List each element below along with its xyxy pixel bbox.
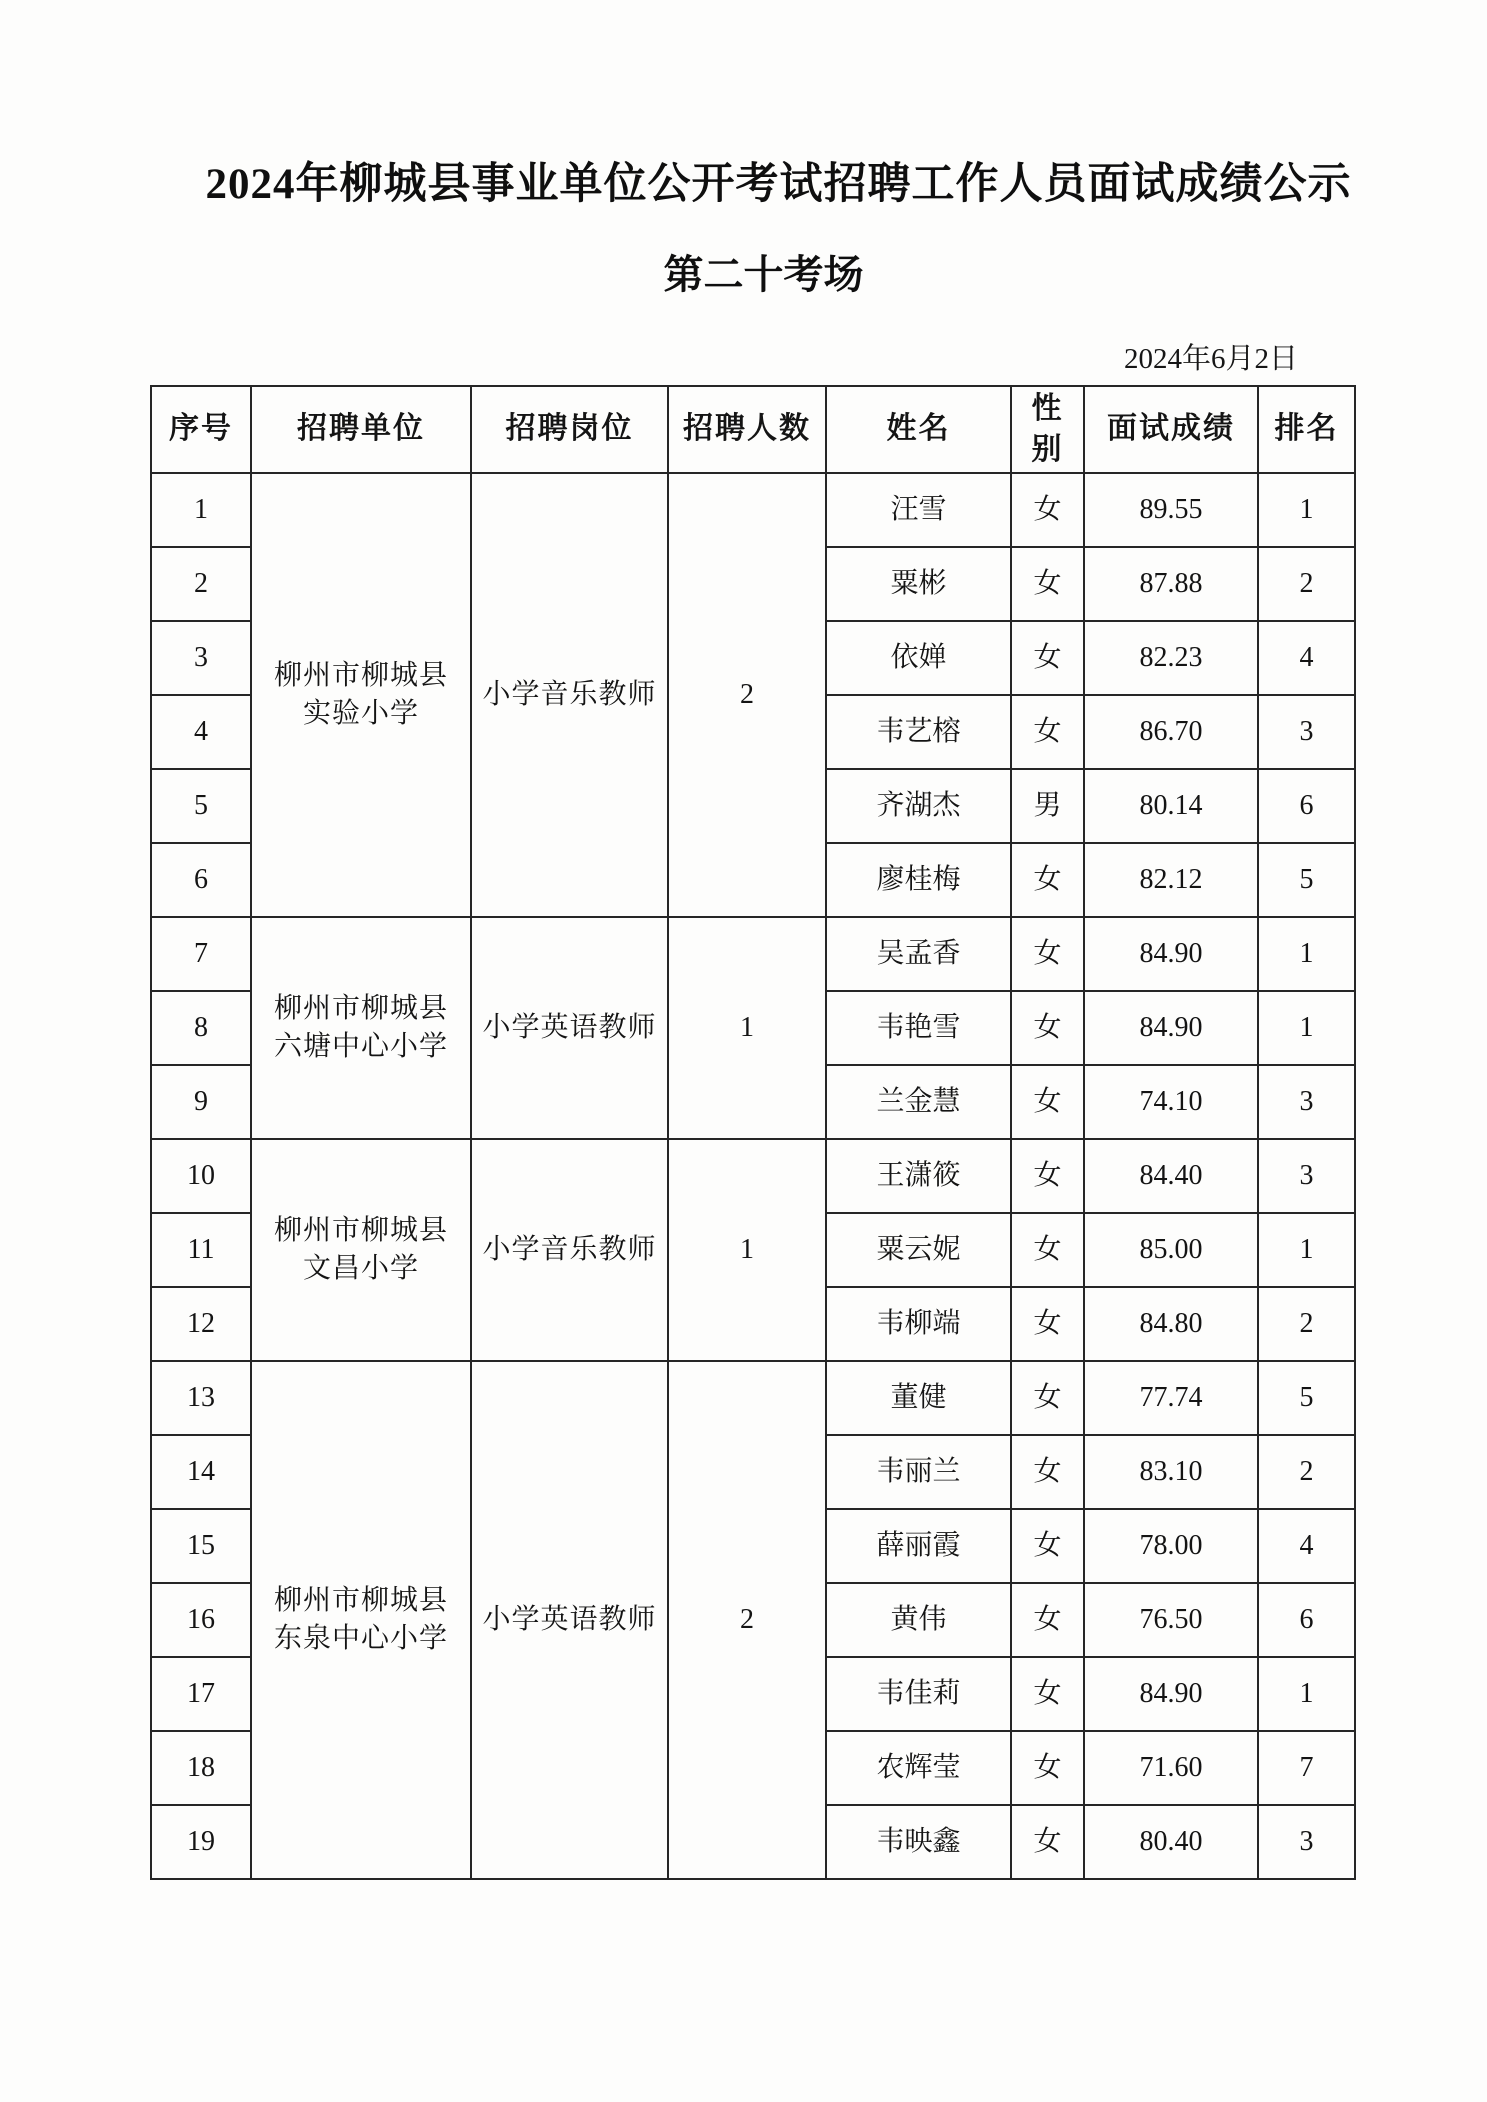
gender-cell: 女 — [1011, 991, 1084, 1065]
score-cell: 80.14 — [1084, 769, 1258, 843]
seq-cell: 14 — [151, 1435, 251, 1509]
name-cell: 薛丽霞 — [826, 1509, 1011, 1583]
rank-cell: 3 — [1258, 1065, 1355, 1139]
name-cell: 韦柳端 — [826, 1287, 1011, 1361]
name-cell: 董健 — [826, 1361, 1011, 1435]
score-cell: 82.12 — [1084, 843, 1258, 917]
gender-cell: 女 — [1011, 1805, 1084, 1879]
gender-cell: 女 — [1011, 1657, 1084, 1731]
gender-cell: 女 — [1011, 1509, 1084, 1583]
table-row — [151, 1139, 1355, 1213]
header-name: 姓名 — [826, 386, 1011, 473]
position-cell: 小学音乐教师 — [471, 1139, 668, 1361]
rank-cell: 7 — [1258, 1731, 1355, 1805]
seq-cell: 8 — [151, 991, 251, 1065]
name-cell: 韦艳雪 — [826, 991, 1011, 1065]
score-cell: 76.50 — [1084, 1583, 1258, 1657]
name-cell: 粟云妮 — [826, 1213, 1011, 1287]
name-cell: 农辉莹 — [826, 1731, 1011, 1805]
name-cell: 依婵 — [826, 621, 1011, 695]
seq-cell: 13 — [151, 1361, 251, 1435]
score-cell: 84.40 — [1084, 1139, 1258, 1213]
rank-cell: 2 — [1258, 1435, 1355, 1509]
gender-cell: 女 — [1011, 621, 1084, 695]
page-title: 2024年柳城县事业单位公开考试招聘工作人员面试成绩公示 — [205, 161, 1352, 208]
seq-cell: 5 — [151, 769, 251, 843]
seq-cell: 17 — [151, 1657, 251, 1731]
gender-cell: 女 — [1011, 917, 1084, 991]
seq-cell: 12 — [151, 1287, 251, 1361]
seq-cell: 11 — [151, 1213, 251, 1287]
seq-cell: 1 — [151, 473, 251, 547]
seq-cell: 6 — [151, 843, 251, 917]
rank-cell: 5 — [1258, 1361, 1355, 1435]
gender-cell: 男 — [1011, 769, 1084, 843]
gender-cell: 女 — [1011, 695, 1084, 769]
position-cell: 小学英语教师 — [471, 917, 668, 1139]
rank-cell: 2 — [1258, 1287, 1355, 1361]
header-score: 面试成绩 — [1084, 386, 1258, 473]
header-openings: 招聘人数 — [668, 386, 826, 473]
gender-cell: 女 — [1011, 1139, 1084, 1213]
score-cell: 84.90 — [1084, 917, 1258, 991]
score-cell: 84.80 — [1084, 1287, 1258, 1361]
gender-cell: 女 — [1011, 473, 1084, 547]
openings-cell: 2 — [668, 1361, 826, 1879]
table-row — [151, 473, 1355, 547]
gender-cell: 女 — [1011, 1213, 1084, 1287]
score-cell: 85.00 — [1084, 1213, 1258, 1287]
gender-cell: 女 — [1011, 1065, 1084, 1139]
name-cell: 吴孟香 — [826, 917, 1011, 991]
score-cell: 83.10 — [1084, 1435, 1258, 1509]
header-position: 招聘岗位 — [471, 386, 668, 473]
table-header-row — [151, 386, 1355, 473]
score-cell: 82.23 — [1084, 621, 1258, 695]
table-row — [151, 1361, 1355, 1435]
rank-cell: 6 — [1258, 769, 1355, 843]
rank-cell: 1 — [1258, 1657, 1355, 1731]
name-cell: 黄伟 — [826, 1583, 1011, 1657]
score-cell: 80.40 — [1084, 1805, 1258, 1879]
gender-cell: 女 — [1011, 547, 1084, 621]
name-cell: 汪雪 — [826, 473, 1011, 547]
unit-cell: 柳州市柳城县实验小学 — [251, 473, 471, 917]
score-cell: 77.74 — [1084, 1361, 1258, 1435]
score-cell: 87.88 — [1084, 547, 1258, 621]
rank-cell: 1 — [1258, 473, 1355, 547]
gender-cell: 女 — [1011, 1287, 1084, 1361]
rank-cell: 4 — [1258, 621, 1355, 695]
gender-cell: 女 — [1011, 1361, 1084, 1435]
seq-cell: 7 — [151, 917, 251, 991]
seq-cell: 18 — [151, 1731, 251, 1805]
header-seq: 序号 — [151, 386, 251, 473]
exam-room-subtitle: 第二十考场 — [663, 252, 864, 297]
rank-cell: 6 — [1258, 1583, 1355, 1657]
rank-cell: 1 — [1258, 917, 1355, 991]
name-cell: 韦佳莉 — [826, 1657, 1011, 1731]
gender-cell: 女 — [1011, 1435, 1084, 1509]
gender-cell: 女 — [1011, 1731, 1084, 1805]
gender-cell: 女 — [1011, 843, 1084, 917]
seq-cell: 19 — [151, 1805, 251, 1879]
name-cell: 廖桂梅 — [826, 843, 1011, 917]
score-cell: 74.10 — [1084, 1065, 1258, 1139]
seq-cell: 2 — [151, 547, 251, 621]
position-cell: 小学音乐教师 — [471, 473, 668, 917]
rank-cell: 4 — [1258, 1509, 1355, 1583]
openings-cell: 1 — [668, 917, 826, 1139]
rank-cell: 2 — [1258, 547, 1355, 621]
header-unit: 招聘单位 — [251, 386, 471, 473]
rank-cell: 3 — [1258, 695, 1355, 769]
rank-cell: 3 — [1258, 1805, 1355, 1879]
name-cell: 兰金慧 — [826, 1065, 1011, 1139]
rank-cell: 5 — [1258, 843, 1355, 917]
rank-cell: 1 — [1258, 1213, 1355, 1287]
openings-cell: 2 — [668, 473, 826, 917]
name-cell: 韦丽兰 — [826, 1435, 1011, 1509]
score-cell: 71.60 — [1084, 1731, 1258, 1805]
name-cell: 粟彬 — [826, 547, 1011, 621]
header-gender: 性别 — [1011, 386, 1084, 473]
seq-cell: 9 — [151, 1065, 251, 1139]
header-rank: 排名 — [1258, 386, 1355, 473]
seq-cell: 15 — [151, 1509, 251, 1583]
name-cell: 王潇筱 — [826, 1139, 1011, 1213]
interview-score-table — [150, 385, 1356, 1880]
score-cell: 86.70 — [1084, 695, 1258, 769]
score-cell: 89.55 — [1084, 473, 1258, 547]
unit-cell: 柳州市柳城县东泉中心小学 — [251, 1361, 471, 1879]
seq-cell: 4 — [151, 695, 251, 769]
openings-cell: 1 — [668, 1139, 826, 1361]
unit-cell: 柳州市柳城县六塘中心小学 — [251, 917, 471, 1139]
name-cell: 齐湖杰 — [826, 769, 1011, 843]
unit-cell: 柳州市柳城县文昌小学 — [251, 1139, 471, 1361]
name-cell: 韦艺榕 — [826, 695, 1011, 769]
name-cell: 韦映鑫 — [826, 1805, 1011, 1879]
rank-cell: 1 — [1258, 991, 1355, 1065]
score-cell: 84.90 — [1084, 1657, 1258, 1731]
seq-cell: 10 — [151, 1139, 251, 1213]
rank-cell: 3 — [1258, 1139, 1355, 1213]
position-cell: 小学英语教师 — [471, 1361, 668, 1879]
seq-cell: 3 — [151, 621, 251, 695]
score-cell: 84.90 — [1084, 991, 1258, 1065]
publish-date: 2024年6月2日 — [1123, 343, 1298, 375]
gender-cell: 女 — [1011, 1583, 1084, 1657]
table-row — [151, 917, 1355, 991]
seq-cell: 16 — [151, 1583, 251, 1657]
score-cell: 78.00 — [1084, 1509, 1258, 1583]
